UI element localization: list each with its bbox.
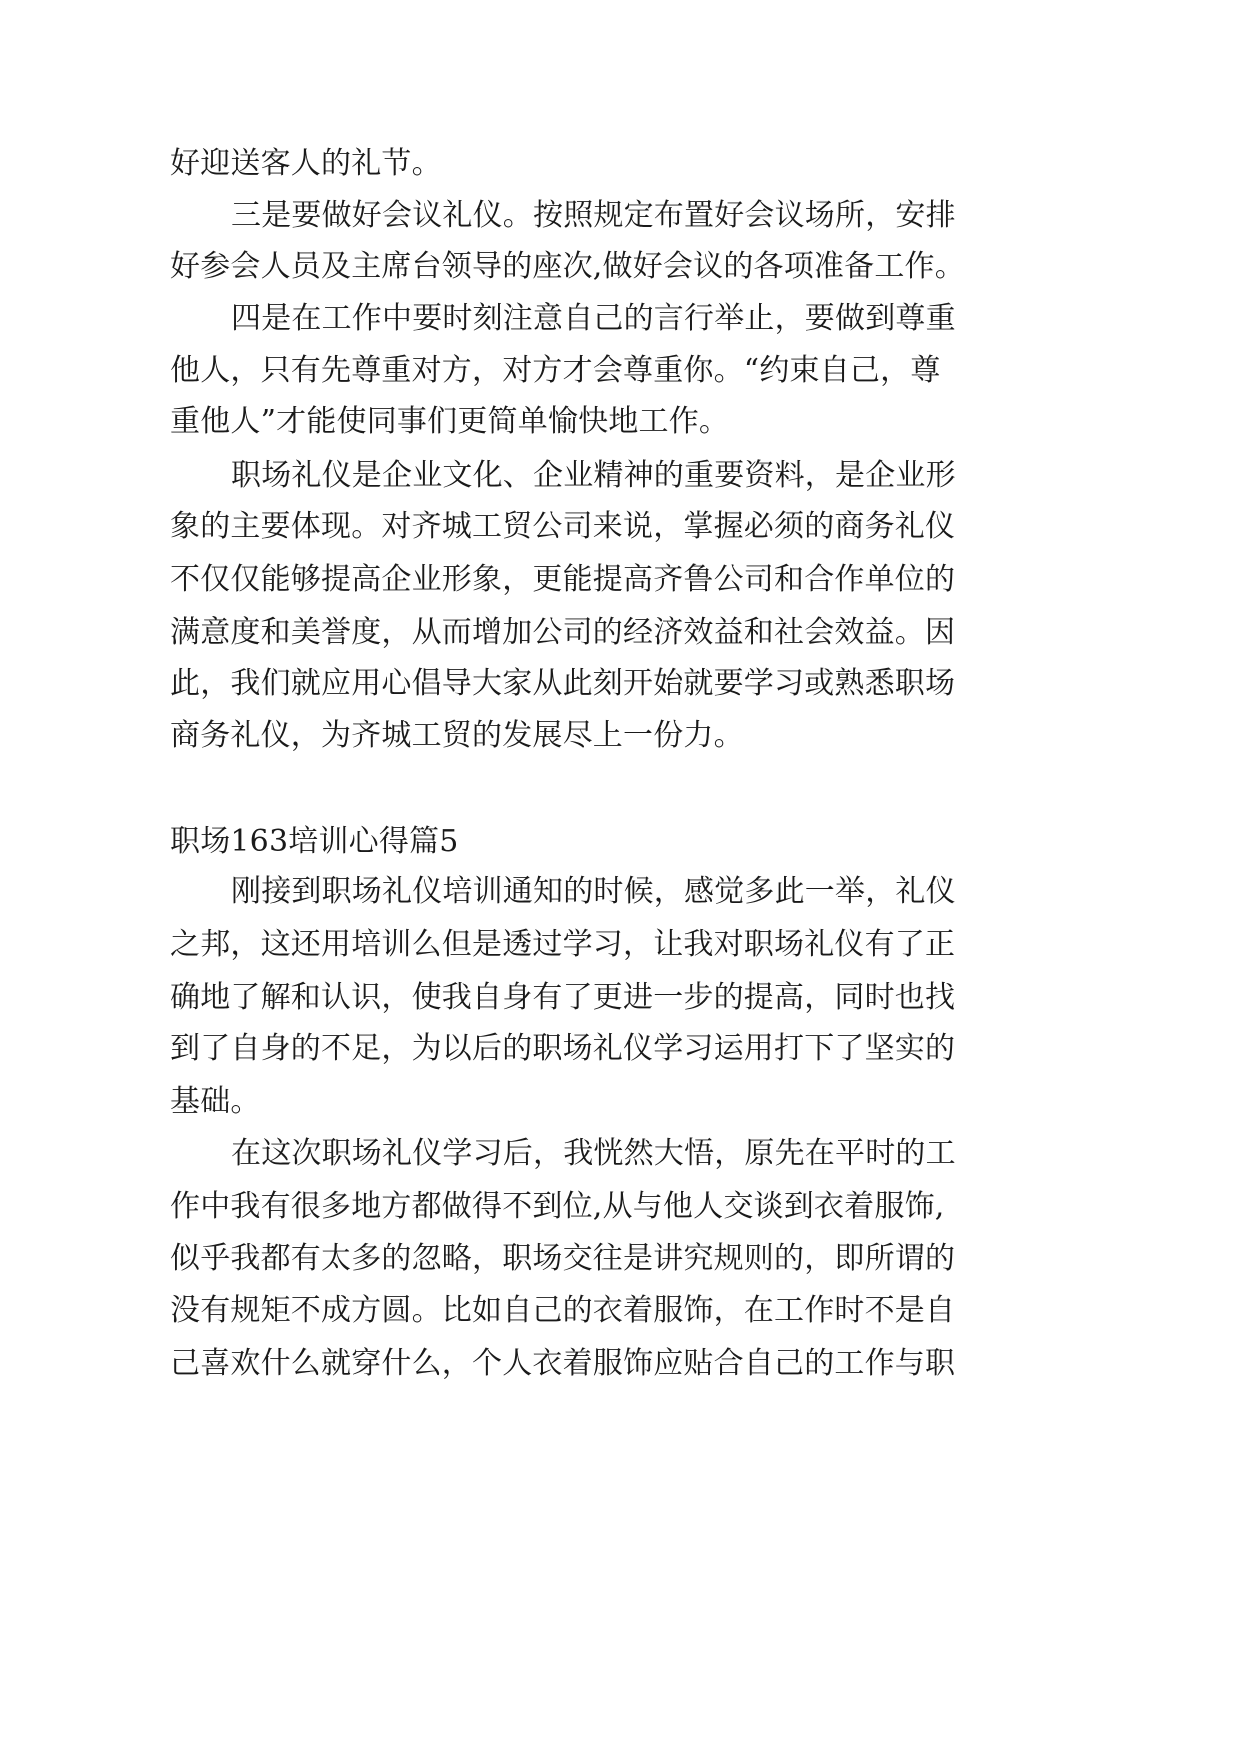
line-text: 作中我有很多地方都做得不到位,从与他人交谈到衣着服饰, (170, 1189, 945, 1224)
paragraph-line (0, 1239, 1241, 1279)
paragraph-line (0, 1344, 1241, 1384)
paragraph-line (0, 196, 1241, 236)
line-text: 到了自身的不足，为以后的职场礼仪学习运用打下了坚实的 (170, 1031, 956, 1066)
paragraph-line (0, 1187, 1241, 1227)
paragraph-line (0, 1134, 1241, 1174)
paragraph-line (0, 664, 1241, 704)
paragraph-line (0, 716, 1241, 756)
line-text: 没有规矩不成方圆。比如自己的衣着服饰，在工作时不是自 (170, 1293, 956, 1328)
line-text: 刚接到职场礼仪培训通知的时候，感觉多此一举，礼仪 (231, 874, 956, 909)
section-heading (0, 822, 1241, 862)
line-text: 基础。 (170, 1084, 261, 1119)
paragraph-line (0, 299, 1241, 339)
line-text: 象的主要体现。对齐城工贸公司来说，掌握必须的商务礼仪 (170, 509, 956, 544)
paragraph-line (0, 351, 1241, 391)
line-text: 职场礼仪是企业文化、企业精神的重要资料，是企业形 (231, 458, 956, 493)
line-text: 之邦，这还用培训么但是透过学习，让我对职场礼仪有了正 (170, 927, 956, 962)
paragraph-line (0, 507, 1241, 547)
line-text: 满意度和美誉度，从而增加公司的经济效益和社会效益。因 (170, 615, 956, 650)
paragraph-line (0, 1291, 1241, 1331)
line-text: 确地了解和认识，使我自身有了更进一步的提高，同时也找 (170, 980, 956, 1015)
paragraph-line (0, 1029, 1241, 1069)
line-text: 在这次职场礼仪学习后，我恍然大悟，原先在平时的工 (231, 1136, 956, 1171)
paragraph-line (0, 456, 1241, 496)
paragraph-line (0, 560, 1241, 600)
line-text: 己喜欢什么就穿什么，个人衣着服饰应贴合自己的工作与职 (170, 1346, 956, 1381)
line-text: 三是要做好会议礼仪。按照规定布置好会议场所，安排 (231, 198, 956, 233)
paragraph-line (0, 1082, 1241, 1122)
line-text: 商务礼仪，为齐城工贸的发展尽上一份力。 (170, 718, 744, 753)
line-text: 似乎我都有太多的忽略，职场交往是讲究规则的，即所谓的 (170, 1241, 956, 1276)
line-text: 他人，只有先尊重对方，对方才会尊重你。“约束自己，尊 (170, 353, 941, 388)
line-text: 此，我们就应用心倡导大家从此刻开始就要学习或熟悉职场 (170, 666, 956, 701)
line-text: 好迎送客人的礼节。 (170, 146, 442, 181)
paragraph-line (0, 613, 1241, 653)
line-text: 不仅仅能够提高企业形象，更能提高齐鲁公司和合作单位的 (170, 562, 956, 597)
heading-text: 职场163培训心得篇5 (170, 824, 459, 859)
paragraph-line (0, 872, 1241, 912)
line-text: 重他人”才能使同事们更简单愉快地工作。 (170, 404, 730, 439)
paragraph-line (0, 402, 1241, 442)
paragraph-line (0, 925, 1241, 965)
paragraph-line (0, 144, 1241, 184)
paragraph-line (0, 247, 1241, 287)
line-text: 四是在工作中要时刻注意自己的言行举止，要做到尊重 (231, 301, 956, 336)
paragraph-line (0, 978, 1241, 1018)
line-text: 好参会人员及主席台领导的座次,做好会议的各项准备工作。 (170, 249, 965, 284)
